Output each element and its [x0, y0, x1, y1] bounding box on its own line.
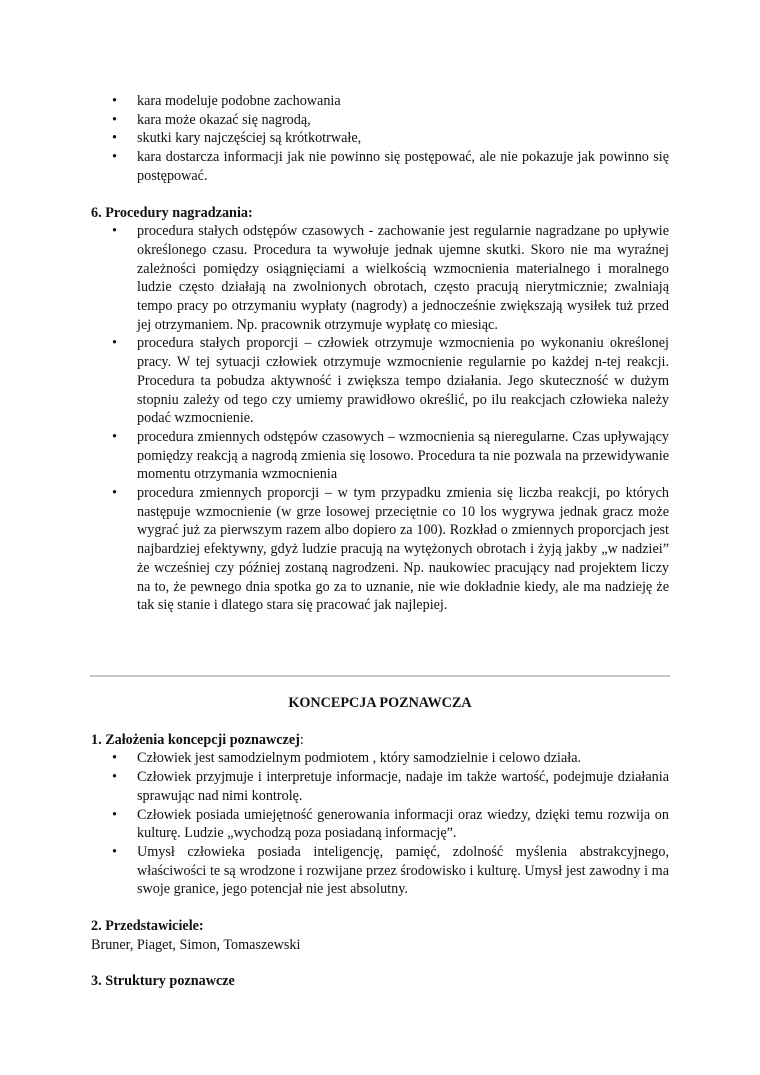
horizontal-divider — [90, 675, 670, 677]
list-item: • kara może okazać się nagrodą, — [91, 111, 669, 130]
list-item: • Umysł człowieka posiada inteligencję, pamięć, zdolność myślenia abstrakcyjnego, właściwości te są wrodzone i rozwijane przez środowisko i kulturę. Umysł jest zawodny i ma swoje granice, jego potencjał nie jest absolutny. — [91, 843, 669, 899]
list-item: • Człowiek przyjmuje i interpretuje informacje, nadaje im także wartość, podejmuje działania sprawując nad nimi kontrolę. — [91, 768, 669, 805]
list-item: • procedura stałych odstępów czasowych - zachowanie jest regularnie nagradzane po upływie określonego czasu. Procedura ta wywołuje jednak ujemne skutki. Skoro nie ma wyraźnej zależności pomiędzy osiągnięciami a wielkością wzmocnienia materialnego i moralnego ludzie często działają na zwolnionych obrotach, często pracują nierytmicznie; zwalniają tempo pracy po otrzymaniu wypłaty (nagrody) a jednocześnie zwiększają wysiłek tuż przed jej otrzymaniem. Np. pracownik otrzymuje wypłatę co miesiąc. — [91, 222, 669, 334]
list-item: • procedura zmiennych odstępów czasowych – wzmocnienia są nieregularne. Czas upływający pomiędzy reakcją a nagrodą zmienia się losowo. Procedura ta nie pozwala na przewidywanie momentu otrzymania wzmocnienia — [91, 428, 669, 484]
section-heading-reward-procedures: 6. Procedury nagradzania: — [91, 204, 253, 221]
section-heading-assumptions — [91, 731, 669, 750]
list-item: • procedura stałych proporcji – człowiek otrzymuje wzmocnienia po wykonaniu określonej pracy. W tej sytuacji człowiek otrzymuje wzmocnienie regularnie po każdej n-tej reakcji. Procedura ta pobudza aktywność i zwiększa tempo działania. Jego skuteczność w dużym stopniu zależy od tego czy umiemy prawidłowo określić, po ilu reakcjach człowieka należy podać wzmocnienie. — [91, 334, 669, 428]
page-title: KONCEPCJA POZNAWCZA — [288, 695, 472, 711]
assumptions-list — [91, 749, 669, 899]
list-item: • Człowiek posiada umiejętność generowania informacji oraz wiedzy, dzięki temu rozwija on kulturę. Ludzie „wychodzą poza posiadaną informację”. — [91, 806, 669, 843]
list-item: • skutki kary najczęściej są krótkotrwałe, — [91, 129, 669, 148]
list-item: • procedura zmiennych proporcji – w tym przypadku zmienia się liczba reakcji, po których następuje wzmocnienie (w grze losowej przeciętnie co 10 los wygrywa jednak gracz może wygrać już za pierwszym razem albo dopiero za 100). Rozkład o zmiennych proporcjach jest najbardziej efektywny, gdyż ludzie pracują na wytężonych obrotach i żyją jakby „w nadziei” że wcześniej czy później zostaną nagrodzeni. Np. naukowiec pracujący nad projektem liczy na to, że pewnego dnia spotka go za to uznanie, nie wie dokładnie kiedy, ale ma nadzieję że tak się stanie i dlatego stara się pracować jak najlepiej. — [91, 484, 669, 615]
punishment-list — [91, 92, 669, 186]
top-content — [91, 92, 669, 615]
assumptions-heading-colon: : — [299, 731, 304, 748]
list-item: • kara dostarcza informacji jak nie powinno się postępować, ale nie pokazuje jak powinno się postępować. — [91, 148, 669, 185]
section-heading-cognitive-structures: 3. Struktury poznawcze — [91, 973, 235, 990]
reward-procedures-list — [91, 222, 669, 615]
list-item: • kara modeluje podobne zachowania — [91, 92, 669, 111]
assumptions-heading-text: 1. Założenia koncepcji poznawczej — [91, 731, 300, 748]
cognitive-section — [91, 694, 669, 991]
list-item: • Człowiek jest samodzielnym podmiotem , który samodzielnie i celowo działa. — [91, 749, 669, 768]
section-heading-representatives: 2. Przedstawiciele: — [91, 918, 204, 935]
representatives-text: Bruner, Piaget, Simon, Tomaszewski — [91, 936, 301, 953]
